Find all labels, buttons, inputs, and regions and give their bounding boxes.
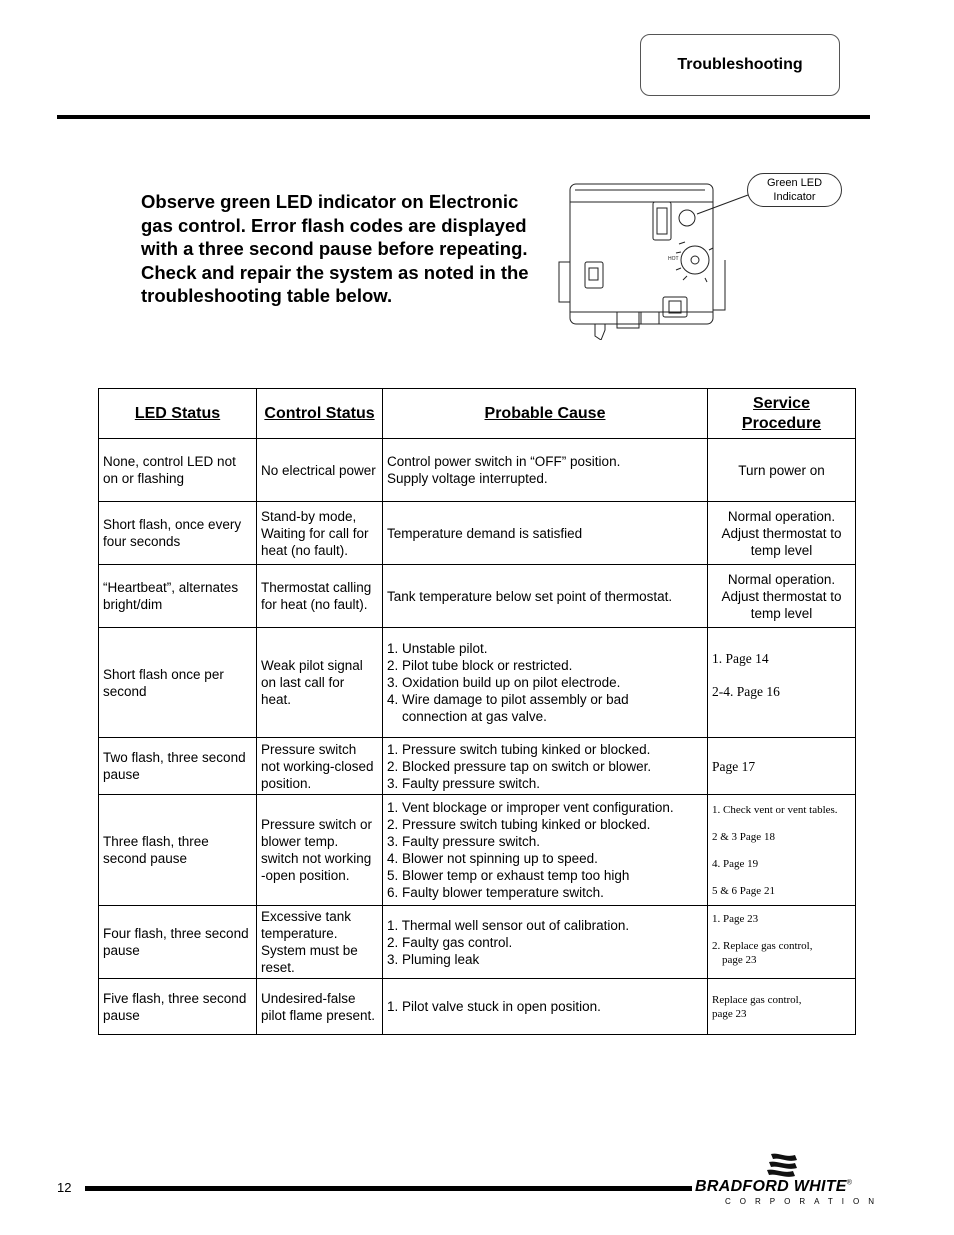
section-title: Troubleshooting (677, 56, 803, 73)
service-procedure-cell (708, 738, 856, 795)
procedure-line: page 23 (722, 954, 757, 966)
page-number: 12 (57, 1180, 72, 1195)
probable-cause-cell (383, 906, 708, 979)
led-status-cell: Short flash, once every four seconds (99, 502, 257, 565)
led-status-cell: Four flash, three second pause (99, 906, 257, 979)
control-status-cell: Excessive tank temperature. System must be reset. (257, 906, 383, 979)
cause-line: 6. Faulty blower temperature switch. (387, 885, 604, 900)
probable-cause-cell (383, 565, 708, 628)
header-probable-cause: Probable Cause (383, 389, 708, 439)
logo-registered-mark: ® (846, 1179, 853, 1187)
cause-line: connection at gas valve. (402, 709, 547, 724)
service-procedure-cell (708, 906, 856, 979)
table-row (99, 628, 856, 738)
led-callout-text: Green LED Indicator (766, 177, 823, 203)
cause-line: 2. Faulty gas control. (387, 934, 513, 950)
cause-line: 3. Oxidation build up on pilot electrode. (387, 675, 621, 690)
logo-subtitle: CORPORATION (725, 1197, 883, 1206)
cause-line: Supply voltage interrupted. (387, 471, 548, 486)
intro-paragraph: Observe green LED indicator on Electronic gas control. Error flash codes are displayed with a three second pause before repeating. Check and repair the system as noted in the troubleshooting table below. (141, 191, 529, 307)
table-header-row (99, 389, 856, 439)
logo-name-text: BRADFORD WHITE (695, 1178, 847, 1195)
dial-label: HOT (668, 256, 679, 262)
logo-name (695, 1178, 852, 1196)
cause-line: 1. Vent blockage or improper vent configuration. (387, 800, 674, 815)
table-row (99, 906, 856, 979)
cause-line: 2. Pressure switch tubing kinked or blocked. (387, 817, 651, 832)
cause-line: 1. Unstable pilot. (387, 641, 488, 656)
cause-line: 3. Faulty pressure switch. (387, 834, 541, 849)
procedure-line: Turn power on (738, 462, 825, 478)
section-tab (640, 34, 840, 96)
procedure-line: 2. Replace gas control, (712, 940, 813, 952)
procedure-line: 4. Page 19 (712, 857, 759, 870)
header-rule (57, 115, 870, 119)
cause-line: 1. Pilot valve stuck in open position. (387, 999, 601, 1014)
procedure-line: page 23 (712, 1007, 747, 1020)
service-procedure-cell (708, 439, 856, 502)
cause-line: 3. Pluming leak (387, 951, 480, 967)
control-status-cell: Pressure switch not working-closed position. (257, 738, 383, 795)
table-row (99, 738, 856, 795)
control-status-cell: Undesired-false pilot flame present. (257, 979, 383, 1035)
service-procedure-cell (708, 628, 856, 738)
led-status-cell: “Heartbeat”, alternates bright/dim (99, 565, 257, 628)
cause-line: 1. Thermal well sensor out of calibration. (387, 917, 630, 933)
header-control-status: Control Status (257, 389, 383, 439)
probable-cause-cell (383, 979, 708, 1035)
table-row (99, 439, 856, 502)
cause-line: Tank temperature below set point of thermostat. (387, 588, 673, 604)
control-status-cell: No electrical power (257, 439, 383, 502)
table-row (99, 979, 856, 1035)
service-procedure-cell (708, 565, 856, 628)
procedure-line: Normal operation. Adjust thermostat to temp level (721, 571, 842, 621)
led-status-cell: None, control LED not on or flashing (99, 439, 257, 502)
gas-control-illustration (555, 180, 730, 340)
probable-cause-cell (383, 502, 708, 565)
control-status-cell: Weak pilot signal on last call for heat. (257, 628, 383, 738)
header-service-procedure: Service Procedure (708, 389, 856, 439)
procedure-line: 2 & 3 Page 18 (712, 830, 775, 843)
control-status-cell: Pressure switch or blower temp. switch not working -open position. (257, 795, 383, 906)
troubleshooting-table (98, 388, 856, 1035)
cause-line: 3. Faulty pressure switch. (387, 775, 541, 791)
control-status-cell: Stand-by mode, Waiting for call for heat (no fault). (257, 502, 383, 565)
bradford-white-logo (695, 1152, 883, 1208)
logo-flag-icon (765, 1152, 805, 1180)
procedure-line: Page 17 (712, 758, 756, 774)
service-procedure-cell (708, 795, 856, 906)
procedure-line: 1. Page 23 (712, 913, 759, 925)
led-callout (747, 173, 842, 207)
service-procedure-cell (708, 979, 856, 1035)
led-status-cell: Two flash, three second pause (99, 738, 257, 795)
probable-cause-cell (383, 795, 708, 906)
cause-line: 2. Pilot tube block or restricted. (387, 658, 573, 673)
procedure-line: Normal operation. Adjust thermostat to temp level (721, 508, 842, 558)
cause-line: 4. Blower not spinning up to speed. (387, 851, 598, 866)
table-row (99, 795, 856, 906)
service-procedure-cell (708, 502, 856, 565)
cause-line: 4. Wire damage to pilot assembly or bad (387, 692, 629, 707)
table-row (99, 502, 856, 565)
led-status-cell: Three flash, three second pause (99, 795, 257, 906)
cause-line: 5. Blower temp or exhaust temp too high (387, 868, 630, 883)
cause-line: 1. Pressure switch tubing kinked or blocked. (387, 741, 651, 757)
probable-cause-cell (383, 738, 708, 795)
cause-line: 2. Blocked pressure tap on switch or blower. (387, 758, 652, 774)
table-row (99, 565, 856, 628)
procedure-line: Replace gas control, (712, 993, 802, 1006)
cause-line: Temperature demand is satisfied (387, 525, 583, 541)
probable-cause-cell (383, 439, 708, 502)
led-status-cell: Short flash once per second (99, 628, 257, 738)
cause-line: Control power switch in “OFF” position. (387, 454, 621, 469)
header-led-status: LED Status (99, 389, 257, 439)
footer-rule (85, 1186, 692, 1191)
procedure-line: 1. Page 14 (712, 651, 769, 666)
procedure-line: 5 & 6 Page 21 (712, 884, 775, 897)
procedure-line: 1. Check vent or vent tables. (712, 803, 838, 816)
procedure-line: 2-4. Page 16 (712, 684, 780, 699)
control-status-cell: Thermostat calling for heat (no fault). (257, 565, 383, 628)
led-status-cell: Five flash, three second pause (99, 979, 257, 1035)
probable-cause-cell (383, 628, 708, 738)
